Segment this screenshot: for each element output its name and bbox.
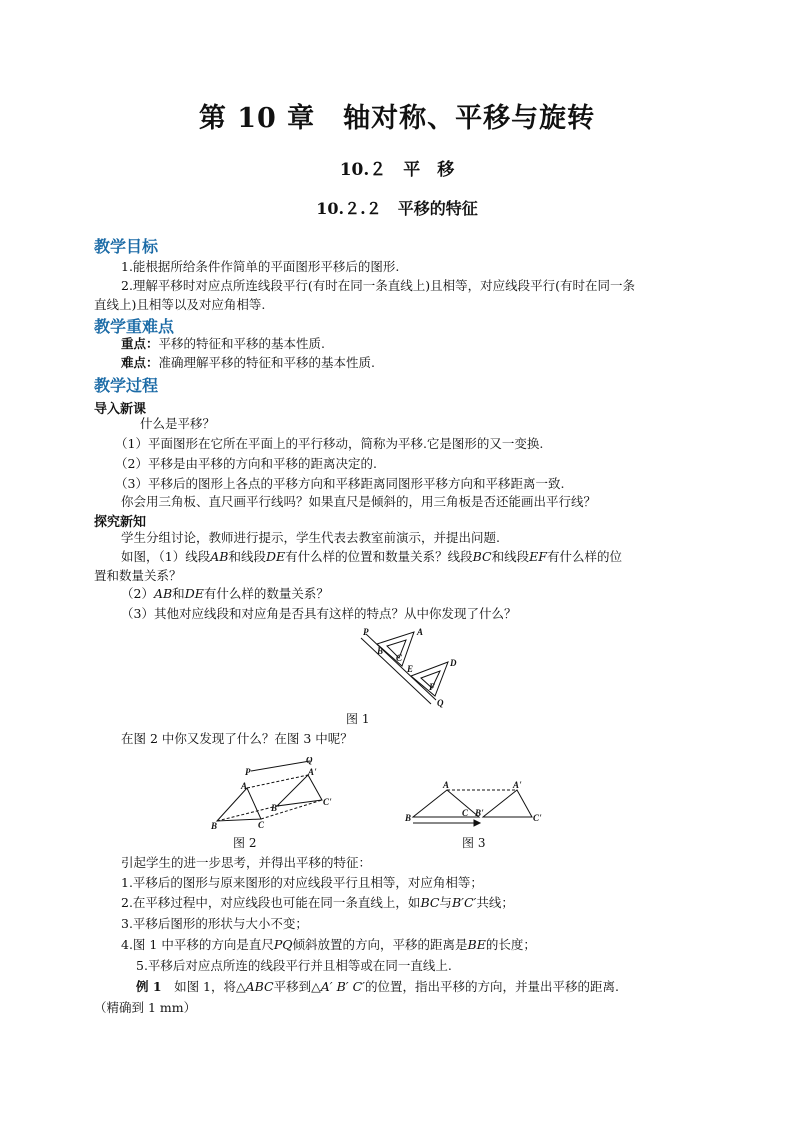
figure-3-caption: 图 3: [462, 836, 486, 850]
question-3: （3）其他对应线段和对应角是否具有这样的特点？从中你发现了什么？: [121, 606, 517, 621]
fig1-label-p: P: [363, 627, 369, 637]
example-abc-prime: A′ B′ C′: [320, 979, 365, 994]
q2-text-a: （2）: [121, 586, 154, 601]
fig3-label-c-prime: C': [533, 813, 542, 823]
ruler-pq: [251, 761, 310, 771]
question-1-cont: 置和数量关系？: [94, 568, 182, 583]
feat2-bc: BC: [420, 895, 440, 910]
figure-2: [205, 757, 345, 831]
example-label: 例 1: [136, 979, 162, 994]
q1-ab: AB: [210, 549, 229, 564]
triangle-abc: [413, 790, 479, 817]
difficult-label: 难点：: [121, 355, 159, 370]
fig2-label-c-prime: C': [323, 797, 332, 807]
q1-ef: EF: [529, 549, 547, 564]
triangle-abc: [217, 788, 261, 821]
segment-bb-prime: [217, 806, 277, 821]
triangle-abc-prime: [277, 775, 322, 806]
fig1-label-d: D: [450, 658, 457, 668]
q2-text-b: 和: [172, 586, 185, 601]
feat4-text-c: 的长度；: [485, 937, 536, 952]
fig1-label-f: F: [429, 682, 436, 692]
example-text-b: 平移到△: [273, 979, 321, 994]
q2-text-c: 有什么样的数量关系？: [203, 586, 329, 601]
key-label: 重点：: [121, 336, 159, 351]
feat4-text-b: 倾斜放置的方向，平移的距离是: [292, 937, 468, 952]
q2-ab: AB: [153, 586, 173, 601]
q1-text-b: 和线段: [228, 549, 266, 564]
goal-item-2: 2.理解平移时对应点所连线段平行(有时在同一条直线上)且相等，对应线段平行(有时在同一条: [121, 278, 636, 293]
difficult-point: [121, 353, 375, 373]
feat2-text-a: 2.在平移过程中，对应线段也可能在同一条直线上，如: [121, 895, 421, 910]
figure-3: [402, 778, 548, 830]
direction-arrowhead: [474, 820, 480, 826]
example-text-a: 如图 1，将△: [161, 979, 246, 994]
q1-text-e: 有什么样的位: [546, 549, 622, 564]
feat2-bc-prime: B′C′: [451, 895, 477, 910]
fig3-label-b: B: [405, 813, 412, 823]
example-1-cont: （精确到 1 mm）: [94, 1000, 197, 1015]
feat4-be: BE: [467, 937, 486, 952]
fig1-label-e: E: [407, 664, 414, 674]
example-abc: ABC: [245, 979, 274, 994]
feature-5: 5.平移后对应点所连的线段平行并且相等或在同一直线上.: [136, 958, 452, 973]
fig2-label-p: P: [245, 767, 251, 777]
feature-1: 1.平移后的图形与原来图形的对应线段平行且相等，对应角相等；: [121, 875, 483, 890]
question-2: [121, 584, 329, 604]
q1-text-a: 如图，（1）线段: [121, 549, 211, 564]
intro-line-4: （3）平移后的图形上各点的平移方向和平移距离同图形平移方向和平移距离一致.: [115, 476, 565, 491]
q1-text-d: 和线段: [491, 549, 530, 564]
feat4-text-a: 4.图 1 中平移的方向是直尺: [121, 937, 274, 952]
key-text: 平移的特征和平移的基本性质.: [158, 336, 325, 351]
summary-intro: 引起学生的进一步思考，并得出平移的特征：: [121, 855, 372, 870]
feat2-text-c: 共线；: [476, 895, 514, 910]
feature-2: [121, 893, 514, 913]
figure-2-3-question: 在图 2 中你又发现了什么？在图 3 中呢？: [121, 731, 353, 746]
section-title: 10.２ 平 移: [339, 160, 455, 180]
fig3-label-a-prime: A': [513, 780, 522, 790]
fig1-label-a: A: [417, 627, 424, 637]
intro-line-3: （2）平移是由平移的方向和平移的距离决定的.: [115, 456, 377, 471]
subsection-title: 10.２.２ 平移的特征: [316, 199, 478, 218]
feat2-text-b: 与: [439, 895, 452, 910]
fig1-label-c: C: [396, 653, 403, 663]
q1-de: DE: [265, 549, 286, 564]
figure-2-caption: 图 2: [233, 836, 257, 850]
process-heading: 教学过程: [94, 376, 159, 395]
figure-1: [355, 624, 465, 708]
segment-aa-prime: [247, 775, 308, 788]
fig2-label-c: C: [258, 820, 265, 830]
fig2-label-q: Q: [306, 757, 313, 765]
feature-4: [121, 935, 536, 955]
example-1: [136, 977, 619, 997]
fig1-label-q: Q: [437, 698, 444, 708]
fig2-label-a-prime: A': [308, 767, 317, 777]
fig3-label-b-prime: B': [475, 808, 484, 818]
ruler-edge-1: [361, 638, 431, 704]
fig1-label-b: B: [377, 646, 384, 656]
triangle-abc-prime: [483, 790, 532, 817]
fig2-label-a: A: [241, 781, 248, 791]
q1-text-c: 有什么样的位置和数量关系？线段: [285, 549, 473, 564]
example-text-c: 的位置，指出平移的方向，并量出平移的距离.: [365, 979, 619, 994]
q2-de: DE: [184, 586, 204, 601]
intro-heading: 导入新课: [94, 402, 147, 417]
key-point: [121, 334, 325, 354]
explore-heading: 探究新知: [94, 515, 147, 530]
goal-item-2-cont: 直线上)且相等以及对应角相等.: [94, 297, 266, 312]
feat4-pq: PQ: [273, 937, 293, 952]
intro-line-1: 什么是平移？: [140, 416, 216, 431]
figure-1-caption: 图 1: [346, 712, 370, 726]
fig2-label-b-prime: B': [271, 803, 280, 813]
chapter-title: 第 10 章 轴对称、平移与旋转: [198, 103, 596, 134]
keypoints-heading: 教学重难点: [94, 317, 175, 336]
fig3-label-a: A: [443, 780, 450, 790]
explore-line-1: 学生分组讨论，教师进行提示，学生代表去教室前演示，并提出问题.: [121, 530, 500, 545]
fig2-label-b: B: [211, 821, 218, 831]
difficult-text: 准确理解平移的特征和平移的基本性质.: [158, 355, 375, 370]
intro-line-2: （1）平面图形在它所在平面上的平行移动，简称为平移.它是图形的又一变换.: [115, 436, 544, 451]
fig3-label-c: C: [462, 808, 469, 818]
feature-3: 3.平移后图形的形状与大小不变；: [121, 916, 308, 931]
goal-item-1: 1.能根据所给条件作简单的平面图形平移后的图形.: [121, 259, 400, 274]
q1-bc: BC: [472, 549, 492, 564]
intro-line-5: 你会用三角板、直尺画平行线吗？如果直尺是倾斜的，用三角板是否还能画出平行线？: [121, 494, 597, 509]
goals-heading: 教学目标: [94, 237, 159, 256]
question-1: [121, 547, 622, 567]
